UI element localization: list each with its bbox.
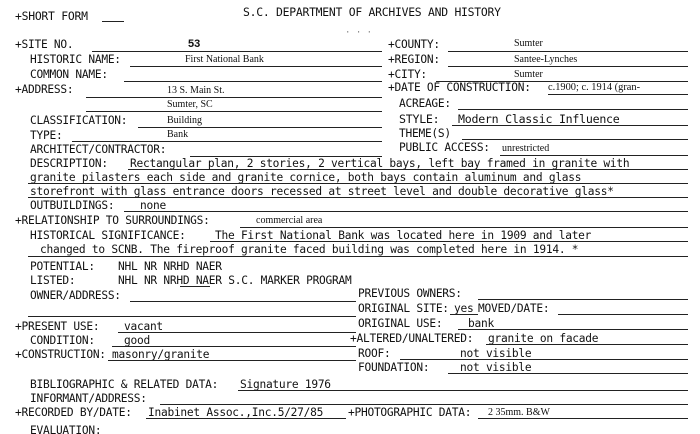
nrhd-underline — [180, 286, 210, 287]
description-underline-3 — [28, 197, 688, 198]
style-value: Modern Classic Influence — [458, 112, 620, 126]
classification-line — [138, 127, 382, 128]
form-title: S.C. DEPARTMENT OF ARCHIVES AND HISTORY — [243, 5, 501, 19]
date-of-construction-value: c.1900; c. 1914 (gran- — [548, 82, 641, 93]
previous-owners-label: PREVIOUS OWNERS: — [358, 287, 462, 300]
photographic-label: +PHOTOGRAPHIC DATA: — [348, 406, 472, 419]
bibliographic-label: BIBLIOGRAPHIC & RELATED DATA: — [30, 378, 219, 391]
type-value: Bank — [167, 129, 189, 140]
date-line — [548, 94, 688, 95]
style-label: STYLE: — [399, 112, 440, 126]
type-label: TYPE: — [30, 129, 63, 142]
site-no-label: +SITE NO. — [15, 38, 74, 51]
common-name-line — [124, 81, 382, 82]
description-underline-1 — [128, 169, 688, 170]
owner-address-label: OWNER/ADDRESS: — [30, 289, 121, 302]
foundation-label: FOUNDATION: — [358, 361, 430, 374]
roof-label: ROOF: — [358, 347, 391, 360]
informant-line — [160, 404, 688, 405]
city-value: Sumter — [514, 69, 543, 80]
address-line-2: Sumter, SC — [167, 99, 213, 110]
region-value: Santee-Lynches — [514, 54, 578, 65]
roof-value: not visible — [460, 347, 532, 360]
description-underline-2 — [28, 183, 688, 184]
construction-line — [108, 360, 356, 361]
relationship-label: +RELATIONSHIP TO SURROUNDINGS: — [15, 214, 210, 227]
historic-name-label: HISTORIC NAME: — [30, 53, 121, 66]
original-use-label: ORIGINAL USE: — [358, 317, 443, 330]
altered-label: +ALTERED/UNALTERED: — [350, 332, 474, 345]
informant-label: INFORMANT/ADDRESS: — [30, 392, 147, 405]
site-no-value: 53 — [188, 38, 201, 50]
themes-label: THEME(S) — [399, 127, 451, 140]
outbuildings-value: none — [140, 199, 166, 212]
style-line — [452, 125, 688, 126]
address-label: +ADDRESS: — [15, 83, 74, 96]
architect-label: ARCHITECT/CONTRACTOR: — [30, 143, 167, 156]
previous-owners-line — [478, 299, 688, 300]
listed-options: NHL NR NRHD NAER S.C. MARKER PROGRAM — [118, 274, 352, 287]
region-line — [448, 66, 688, 67]
relationship-line — [240, 227, 688, 228]
site-no-line — [92, 51, 382, 52]
present-use-line — [118, 332, 356, 333]
original-site-label: ORIGINAL SITE: — [358, 302, 449, 315]
present-use-label: +PRESENT USE: — [15, 320, 100, 333]
recorded-by-line — [146, 418, 346, 419]
outbuildings-line — [124, 211, 688, 212]
listed-label: LISTED: — [30, 274, 76, 287]
significance-underline-1 — [210, 241, 688, 242]
recorded-by-value: Inabinet Assoc.,Inc.5/27/85 — [148, 406, 324, 419]
condition-label: CONDITION: — [30, 334, 95, 347]
description-label: DESCRIPTION: — [30, 157, 108, 170]
moved-date-line — [558, 314, 688, 315]
owner-address-line-2 — [28, 316, 356, 317]
description-line-3: storefront with glass entrance doors recessed at street level and double decorative glass* — [30, 185, 614, 198]
description-line-2: granite pilasters each side and granite cornice, both bays contain aluminum and glass — [30, 171, 582, 184]
evaluation-label: EVALUATION: — [30, 424, 102, 434]
county-label: +COUNTY: — [388, 38, 440, 51]
foundation-line — [448, 373, 688, 374]
public-access-value: unrestricted — [502, 143, 550, 154]
construction-value: masonry/granite — [112, 348, 210, 361]
original-site-line — [450, 314, 478, 315]
acreage-label: ACREAGE: — [399, 97, 451, 110]
region-label: +REGION: — [388, 53, 440, 66]
address-underline-2 — [86, 111, 382, 112]
potential-label: POTENTIAL: — [30, 260, 95, 273]
foundation-value: not visible — [460, 361, 532, 374]
original-use-value: bank — [468, 317, 494, 330]
county-line — [448, 51, 688, 52]
original-site-value: yes — [454, 302, 474, 315]
altered-line — [486, 344, 688, 345]
public-access-line — [500, 155, 688, 156]
date-of-construction-label: +DATE OF CONSTRUCTION: — [388, 81, 531, 94]
historical-significance-line-2: changed to SCNB. The fireproof granite faced building was completed here in 1914. * — [40, 243, 579, 256]
condition-line — [112, 346, 356, 347]
public-access-label: PUBLIC ACCESS: — [399, 141, 490, 154]
present-use-value: vacant — [124, 320, 163, 333]
type-line — [72, 141, 382, 142]
historical-significance-label: HISTORICAL SIGNIFICANCE: — [30, 229, 186, 242]
address-line-1: 13 S. Main St. — [167, 85, 225, 96]
owner-address-line — [130, 301, 356, 302]
photographic-line — [478, 418, 688, 419]
short-form-blank — [102, 21, 124, 22]
dot-marks: · · · — [345, 28, 373, 38]
bibliographic-value: Signature 1976 — [240, 378, 331, 391]
common-name-label: COMMON NAME: — [30, 68, 108, 81]
relationship-value: commercial area — [256, 215, 323, 226]
outbuildings-label: OUTBUILDINGS: — [30, 199, 115, 212]
potential-options: NHL NR NRHD NAER — [118, 260, 222, 273]
construction-label: +CONSTRUCTION: — [15, 348, 106, 361]
address-underline-1 — [86, 97, 382, 98]
recorded-by-label: +RECORDED BY/DATE: — [15, 406, 132, 419]
short-form-label: +SHORT FORM — [15, 9, 88, 23]
themes-line — [462, 139, 688, 140]
bibliographic-line — [238, 390, 688, 391]
photographic-value: 2 35mm. B&W — [488, 407, 550, 418]
historical-significance-line-1: The First National Bank was located here in 1909 and later — [215, 229, 592, 242]
description-line-1: Rectangular plan, 2 stories, 2 vertical bays, left bay framed in granite with — [130, 157, 630, 170]
classification-value: Building — [167, 115, 203, 126]
altered-value: granite on facade — [488, 332, 599, 345]
condition-value: good — [124, 334, 150, 347]
acreage-line — [458, 109, 688, 110]
historic-name-line — [130, 66, 382, 67]
historic-name-value: First National Bank — [185, 54, 264, 65]
moved-date-label: MOVED/DATE: — [478, 302, 550, 315]
city-label: +CITY: — [388, 68, 427, 81]
roof-line — [400, 359, 688, 360]
significance-underline-2 — [28, 256, 688, 257]
classification-label: CLASSIFICATION: — [30, 114, 128, 127]
original-use-line — [458, 329, 688, 330]
county-value: Sumter — [514, 38, 543, 49]
